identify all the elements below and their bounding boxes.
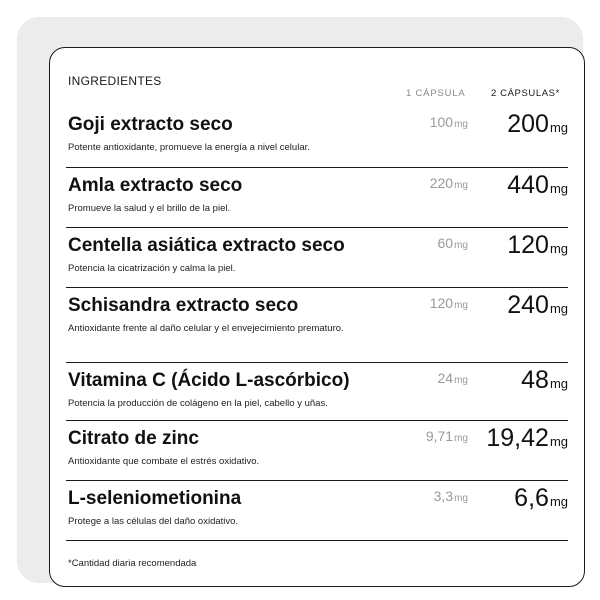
ingredient-name: Goji extracto seco xyxy=(68,114,233,135)
dose-two-capsules: 6,6mg xyxy=(514,484,568,512)
footnote: *Cantidad diaria recomendada xyxy=(68,558,197,569)
dose-one-capsule: 100mg xyxy=(429,114,468,130)
ingredient-name: Schisandra extracto seco xyxy=(68,295,299,316)
dose-two-capsules: 200mg xyxy=(507,110,568,138)
dose-two-capsules: 440mg xyxy=(507,171,568,199)
ingredient-description: Potente antioxidante, promueve la energía a nivel celular. xyxy=(68,142,310,153)
ingredient-row-amla xyxy=(66,169,568,228)
dose-one-capsule: 9,71mg xyxy=(425,428,468,444)
dose-one-capsule: 24mg xyxy=(437,370,468,386)
dose-one-capsule: 120mg xyxy=(429,295,468,311)
ingredient-row-goji xyxy=(66,108,568,168)
dose-one-capsule: 220mg xyxy=(429,175,468,191)
dose-two-capsules: 120mg xyxy=(507,231,568,259)
ingredient-name: Vitamina C (Ácido L-ascórbico) xyxy=(68,370,350,391)
ingredient-row-seleniometionina xyxy=(66,482,568,541)
ingredient-description: Potencia la producción de colágeno en la piel, cabello y uñas. xyxy=(68,398,328,409)
ingredient-name: L-seleniometionina xyxy=(68,488,242,509)
panel-background xyxy=(17,17,583,583)
ingredient-name: Centella asiática extracto seco xyxy=(68,235,345,256)
ingredient-description: Antioxidante frente al daño celular y el envejecimiento prematuro. xyxy=(68,323,344,334)
dose-two-capsules: 240mg xyxy=(507,291,568,319)
ingredient-row-vitamina-c xyxy=(66,364,568,421)
ingredient-name: Amla extracto seco xyxy=(68,175,243,196)
dose-one-capsule: 3,3mg xyxy=(433,488,468,504)
dose-one-capsule: 60mg xyxy=(437,235,468,251)
ingredients-card xyxy=(49,47,585,587)
dose-two-capsules: 48mg xyxy=(521,366,568,394)
dose-two-capsules: 19,42mg xyxy=(486,424,568,452)
ingredient-row-schisandra xyxy=(66,289,568,363)
ingredient-row-centella xyxy=(66,229,568,288)
section-title: INGREDIENTES xyxy=(68,74,162,88)
ingredient-description: Promueve la salud y el brillo de la piel. xyxy=(68,203,231,214)
ingredient-description: Antioxidante que combate el estrés oxidativo. xyxy=(68,456,260,467)
ingredient-description: Potencia la cicatrización y calma la piel. xyxy=(68,263,236,274)
column-header-one-capsule: 1 CÁPSULA xyxy=(406,88,466,99)
ingredient-name: Citrato de zinc xyxy=(68,428,199,449)
ingredient-description: Protege a las células del daño oxidativo. xyxy=(68,516,239,527)
column-header-two-capsules: 2 CÁPSULAS* xyxy=(491,88,560,99)
ingredient-row-citrato-zinc xyxy=(66,422,568,481)
